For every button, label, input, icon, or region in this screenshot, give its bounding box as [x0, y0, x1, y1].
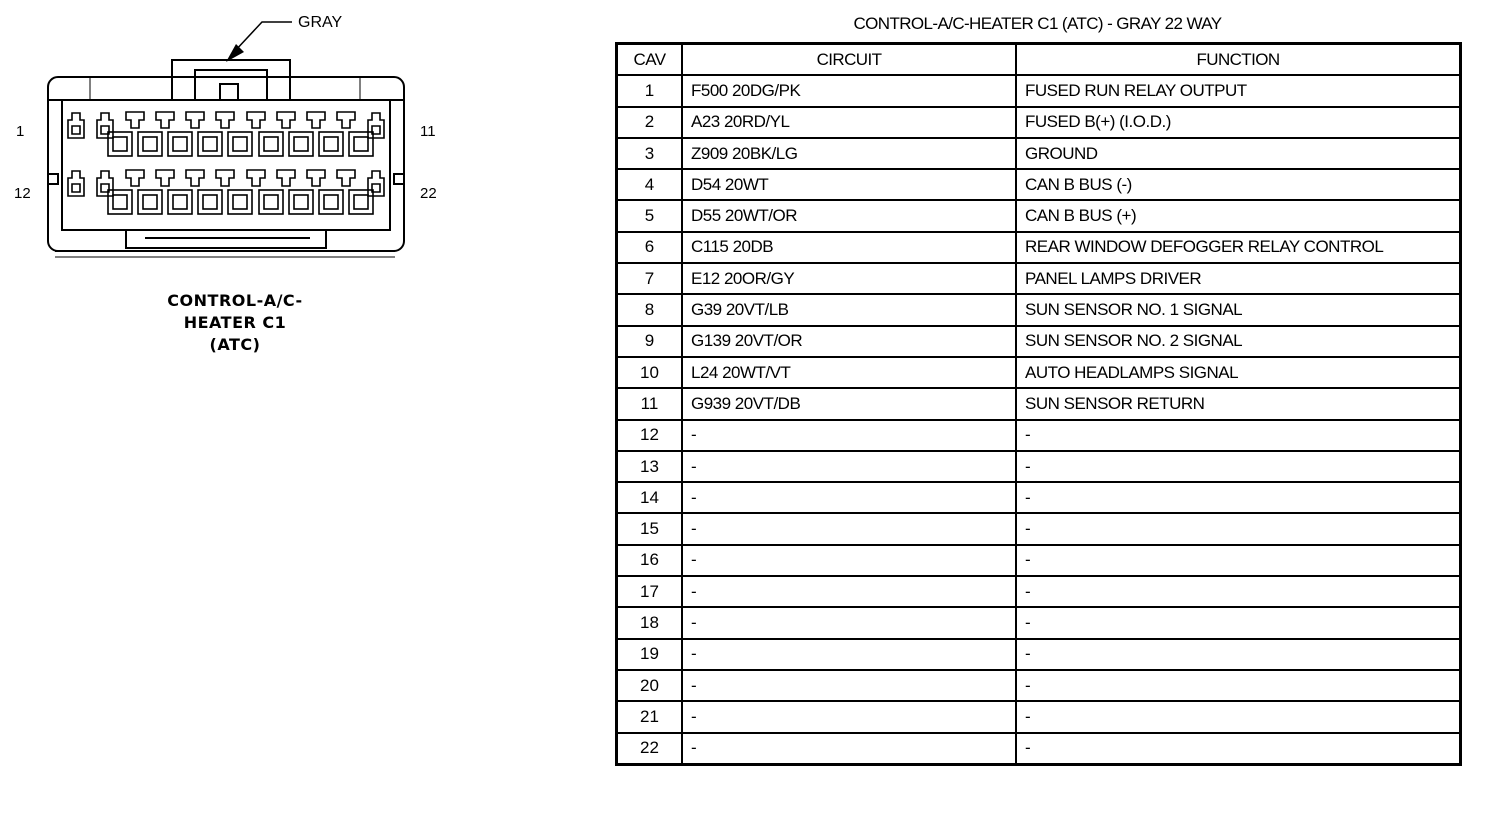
cavity-latch-inner: [264, 137, 278, 151]
table-row: [617, 326, 1461, 357]
table-header-row: [617, 44, 1461, 76]
function-cell: -: [1016, 420, 1461, 451]
cavity-latch-inner: [294, 137, 308, 151]
cavity-3: [126, 112, 144, 128]
cav-cell: 11: [617, 388, 683, 419]
function-cell: -: [1016, 513, 1461, 544]
cavity-latch-inner: [264, 195, 278, 209]
cavity-15: [156, 170, 174, 186]
function-cell: -: [1016, 607, 1461, 638]
pin-label-22: 22: [420, 185, 437, 202]
function-cell: AUTO HEADLAMPS SIGNAL: [1016, 357, 1461, 388]
cav-cell: 1: [617, 75, 683, 106]
cavity-latch: [168, 190, 192, 214]
cavity-latch-inner: [203, 137, 217, 151]
cavity-9: [307, 112, 325, 128]
cavity-6: [216, 112, 234, 128]
circuit-cell: G139 20VT/OR: [682, 326, 1016, 357]
function-cell: -: [1016, 670, 1461, 701]
table-row: [617, 451, 1461, 482]
circuit-cell: -: [682, 420, 1016, 451]
cavity-5: [186, 112, 204, 128]
table-row: [617, 576, 1461, 607]
table-row: [617, 169, 1461, 200]
function-cell: FUSED B(+) (I.O.D.): [1016, 107, 1461, 138]
cav-cell: 21: [617, 701, 683, 732]
table-row: [617, 200, 1461, 231]
table-row: [617, 482, 1461, 513]
cavity-latch: [138, 190, 162, 214]
cavity-16: [186, 170, 204, 186]
cav-cell: 9: [617, 326, 683, 357]
table-row: [617, 263, 1461, 294]
cavity-latch: [228, 132, 252, 156]
function-cell: SUN SENSOR RETURN: [1016, 388, 1461, 419]
cavity-latch: [349, 132, 373, 156]
circuit-cell: F500 20DG/PK: [682, 75, 1016, 106]
cavity-latch-inner: [173, 195, 187, 209]
cavity-latch-inner: [233, 195, 247, 209]
circuit-cell: -: [682, 701, 1016, 732]
table-row: [617, 670, 1461, 701]
cavity-latch: [198, 190, 222, 214]
table-row: [617, 545, 1461, 576]
circuit-cell: -: [682, 670, 1016, 701]
pin-label-1: 1: [16, 123, 25, 140]
cav-cell: 5: [617, 200, 683, 231]
cav-cell: 20: [617, 670, 683, 701]
cavity-latch: [289, 132, 313, 156]
cav-cell: 3: [617, 138, 683, 169]
cavity-latch: [228, 190, 252, 214]
circuit-cell: E12 20OR/GY: [682, 263, 1016, 294]
cav-cell: 15: [617, 513, 683, 544]
cavity-2: [97, 113, 113, 138]
cavity-latch: [319, 132, 343, 156]
pin-label-12: 12: [14, 185, 31, 202]
circuit-cell: C115 20DB: [682, 232, 1016, 263]
function-cell: SUN SENSOR NO. 1 SIGNAL: [1016, 294, 1461, 325]
cavity-13: [97, 171, 113, 196]
circuit-cell: -: [682, 545, 1016, 576]
cav-cell: 14: [617, 482, 683, 513]
table-row: [617, 733, 1461, 765]
cavity-19: [277, 170, 295, 186]
circuit-cell: A23 20RD/YL: [682, 107, 1016, 138]
cavity-latch-inner: [324, 137, 338, 151]
circuit-cell: -: [682, 607, 1016, 638]
table-row: [617, 75, 1461, 106]
circuit-cell: -: [682, 513, 1016, 544]
circuit-cell: -: [682, 639, 1016, 670]
callout-leader: [234, 22, 292, 52]
cavity-latch: [259, 190, 283, 214]
circuit-cell: L24 20WT/VT: [682, 357, 1016, 388]
cav-cell: 4: [617, 169, 683, 200]
circuit-cell: Z909 20BK/LG: [682, 138, 1016, 169]
cavity-latch-inner: [173, 137, 187, 151]
cav-cell: 17: [617, 576, 683, 607]
table-row: [617, 357, 1461, 388]
table-row: [617, 701, 1461, 732]
cavity-latch-inner: [354, 195, 368, 209]
table-row: [617, 607, 1461, 638]
cavity-4: [156, 112, 174, 128]
function-cell: -: [1016, 639, 1461, 670]
connector-name: [130, 290, 340, 356]
cavity-latch-inner: [354, 137, 368, 151]
cavity-latch: [259, 132, 283, 156]
pin-label-11: 11: [420, 123, 436, 140]
function-cell: -: [1016, 451, 1461, 482]
function-cell: CAN B BUS (+): [1016, 200, 1461, 231]
cav-cell: 16: [617, 545, 683, 576]
function-cell: -: [1016, 733, 1461, 765]
cavity-8: [277, 112, 295, 128]
cavity-21: [337, 170, 355, 186]
cavity-latch: [168, 132, 192, 156]
table-row: [617, 107, 1461, 138]
cavity-latch: [138, 132, 162, 156]
cav-cell: 18: [617, 607, 683, 638]
cavity-20: [307, 170, 325, 186]
circuit-cell: D55 20WT/OR: [682, 200, 1016, 231]
cav-cell: 12: [617, 420, 683, 451]
function-cell: SUN SENSOR NO. 2 SIGNAL: [1016, 326, 1461, 357]
pinout-table: [615, 42, 1462, 766]
function-cell: FUSED RUN RELAY OUTPUT: [1016, 75, 1461, 106]
cavity-7: [247, 112, 265, 128]
cavity-12: [68, 171, 84, 196]
cavity-latch-inner: [294, 195, 308, 209]
cavity-latch-inner: [143, 137, 157, 151]
cavity-latch: [198, 132, 222, 156]
table-row: [617, 388, 1461, 419]
cav-cell: 13: [617, 451, 683, 482]
function-cell: PANEL LAMPS DRIVER: [1016, 263, 1461, 294]
cav-cell: 22: [617, 733, 683, 765]
cavity-latch-inner: [324, 195, 338, 209]
function-cell: -: [1016, 701, 1461, 732]
table-row: [617, 513, 1461, 544]
color-callout-label: GRAY: [298, 14, 343, 31]
function-cell: CAN B BUS (-): [1016, 169, 1461, 200]
cavity-latch-inner: [233, 137, 247, 151]
cavity-1: [68, 113, 84, 138]
function-cell: -: [1016, 545, 1461, 576]
cavity-latch-inner: [203, 195, 217, 209]
table-row: [617, 138, 1461, 169]
connector-name-line: (ATC): [209, 335, 261, 354]
header-circuit: CIRCUIT: [682, 44, 1016, 76]
cavity-22: [368, 171, 384, 196]
table-row: [617, 232, 1461, 263]
cavity-11: [368, 113, 384, 138]
cavity-latch: [349, 190, 373, 214]
connector-name-line: HEATER C1: [183, 313, 287, 332]
cavity-latch-inner: [143, 195, 157, 209]
table-row: [617, 294, 1461, 325]
cavity-18: [247, 170, 265, 186]
connector-body: [48, 60, 404, 257]
connector-name-line: CONTROL-A/C-: [167, 291, 303, 310]
function-cell: -: [1016, 576, 1461, 607]
cav-cell: 2: [617, 107, 683, 138]
cav-cell: 8: [617, 294, 683, 325]
circuit-cell: -: [682, 576, 1016, 607]
cav-cell: 10: [617, 357, 683, 388]
circuit-cell: -: [682, 733, 1016, 765]
cav-cell: 7: [617, 263, 683, 294]
circuit-cell: G39 20VT/LB: [682, 294, 1016, 325]
cavity-latch: [289, 190, 313, 214]
connector-cavities: [68, 112, 384, 214]
header-function: FUNCTION: [1016, 44, 1461, 76]
circuit-cell: -: [682, 451, 1016, 482]
table-title: CONTROL-A/C-HEATER C1 (ATC) - GRAY 22 WAY: [853, 14, 1222, 33]
header-cav: CAV: [617, 44, 683, 76]
cavity-latch: [108, 190, 132, 214]
cavity-latch: [319, 190, 343, 214]
circuit-cell: -: [682, 482, 1016, 513]
cavity-14: [126, 170, 144, 186]
cavity-latch-inner: [113, 137, 127, 151]
function-cell: REAR WINDOW DEFOGGER RELAY CONTROL: [1016, 232, 1461, 263]
circuit-cell: G939 20VT/DB: [682, 388, 1016, 419]
table-row: [617, 639, 1461, 670]
cavity-latch: [108, 132, 132, 156]
cav-cell: 19: [617, 639, 683, 670]
function-cell: GROUND: [1016, 138, 1461, 169]
circuit-cell: D54 20WT: [682, 169, 1016, 200]
function-cell: -: [1016, 482, 1461, 513]
cav-cell: 6: [617, 232, 683, 263]
table-row: [617, 420, 1461, 451]
cavity-latch-inner: [113, 195, 127, 209]
cavity-10: [337, 112, 355, 128]
cavity-17: [216, 170, 234, 186]
